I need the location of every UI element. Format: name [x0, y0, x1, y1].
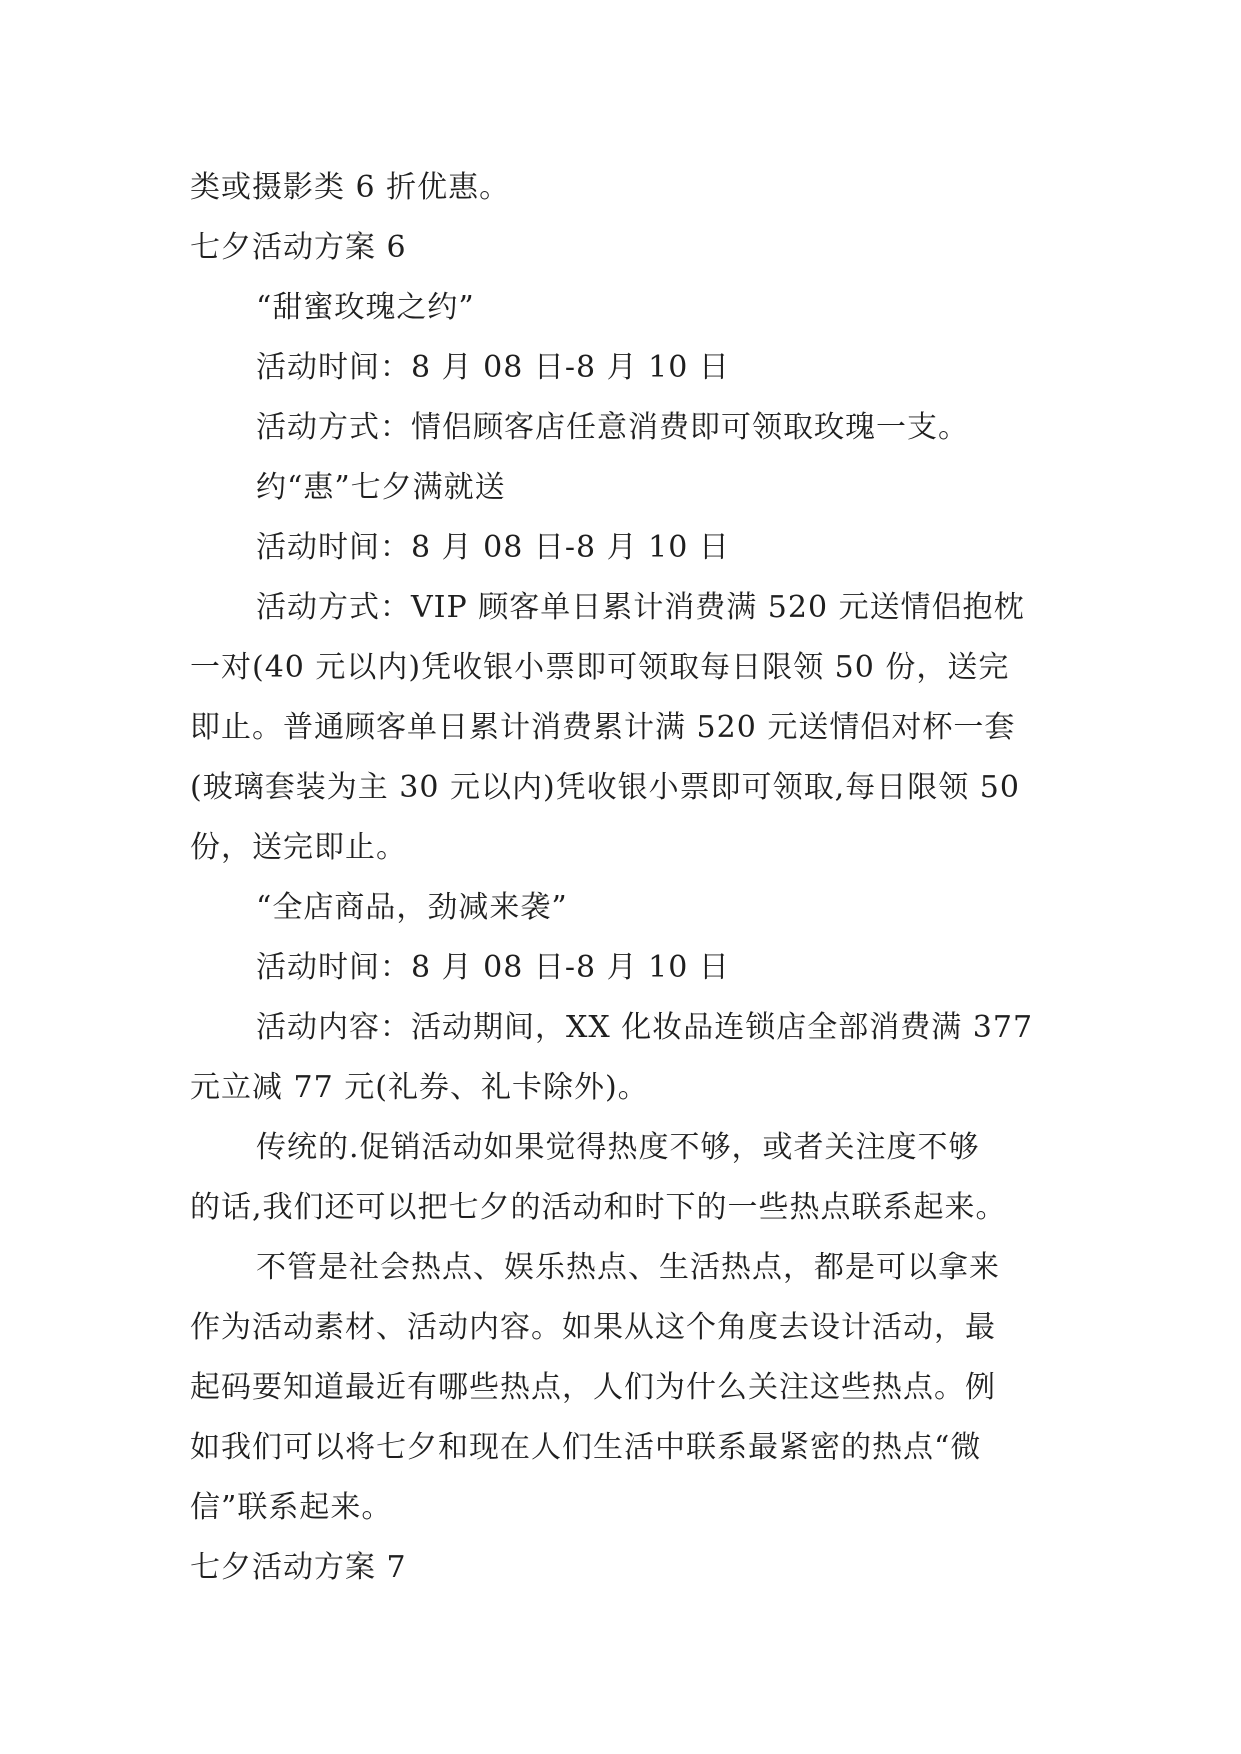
text-line-8: 活动方式：VIP 顾客单日累计消费满 520 元送情侣抱枕 [256, 590, 1025, 625]
text-line-19: 不管是社会热点、娱乐热点、生活热点，都是可以拿来 [256, 1250, 1000, 1285]
text-line-4: 活动时间：8 月 08 日-8 月 10 日 [256, 350, 730, 385]
text-line-21: 起码要知道最近有哪些热点，人们为什么关注这些热点。例 [190, 1370, 996, 1405]
text-line-5: 活动方式：情侣顾客店任意消费即可领取玫瑰一支。 [256, 410, 969, 445]
text-line-7: 活动时间：8 月 08 日-8 月 10 日 [256, 530, 730, 565]
activity-title-gift: 约“惠”七夕满就送 [256, 470, 506, 505]
text-line-11: (玻璃套装为主 30 元以内)凭收银小票即可领取,每日限领 50 [190, 770, 1020, 805]
text-line-18: 的话,我们还可以把七夕的活动和时下的一些热点联系起来。 [190, 1190, 1007, 1225]
activity-title-discount: “全店商品，劲减来袭” [256, 890, 568, 925]
text-line-9: 一对(40 元以内)凭收银小票即可领取每日限领 50 份，送完 [190, 650, 1010, 685]
text-line-15: 活动内容：活动期间，XX 化妆品连锁店全部消费满 377 [256, 1010, 1034, 1045]
text-line-10: 即止。普通顾客单日累计消费累计满 520 元送情侣对杯一套 [190, 710, 1016, 745]
text-line-14: 活动时间：8 月 08 日-8 月 10 日 [256, 950, 730, 985]
section-heading-7: 七夕活动方案 7 [190, 1550, 407, 1585]
text-line-1: 类或摄影类 6 折优惠。 [190, 170, 511, 205]
text-line-16: 元立减 77 元(礼券、礼卡除外)。 [190, 1070, 649, 1105]
text-line-22: 如我们可以将七夕和现在人们生活中联系最紧密的热点“微 [190, 1430, 982, 1465]
activity-title-rose: “甜蜜玫瑰之约” [256, 290, 475, 325]
text-line-17: 传统的.促销活动如果觉得热度不够，或者关注度不够 [256, 1130, 980, 1165]
text-line-23: 信”联系起来。 [190, 1490, 393, 1525]
text-line-12: 份，送完即止。 [190, 830, 407, 865]
document-page [190, 158, 1050, 1598]
text-line-20: 作为活动素材、活动内容。如果从这个角度去设计活动，最 [190, 1310, 996, 1345]
section-heading-6: 七夕活动方案 6 [190, 230, 407, 265]
